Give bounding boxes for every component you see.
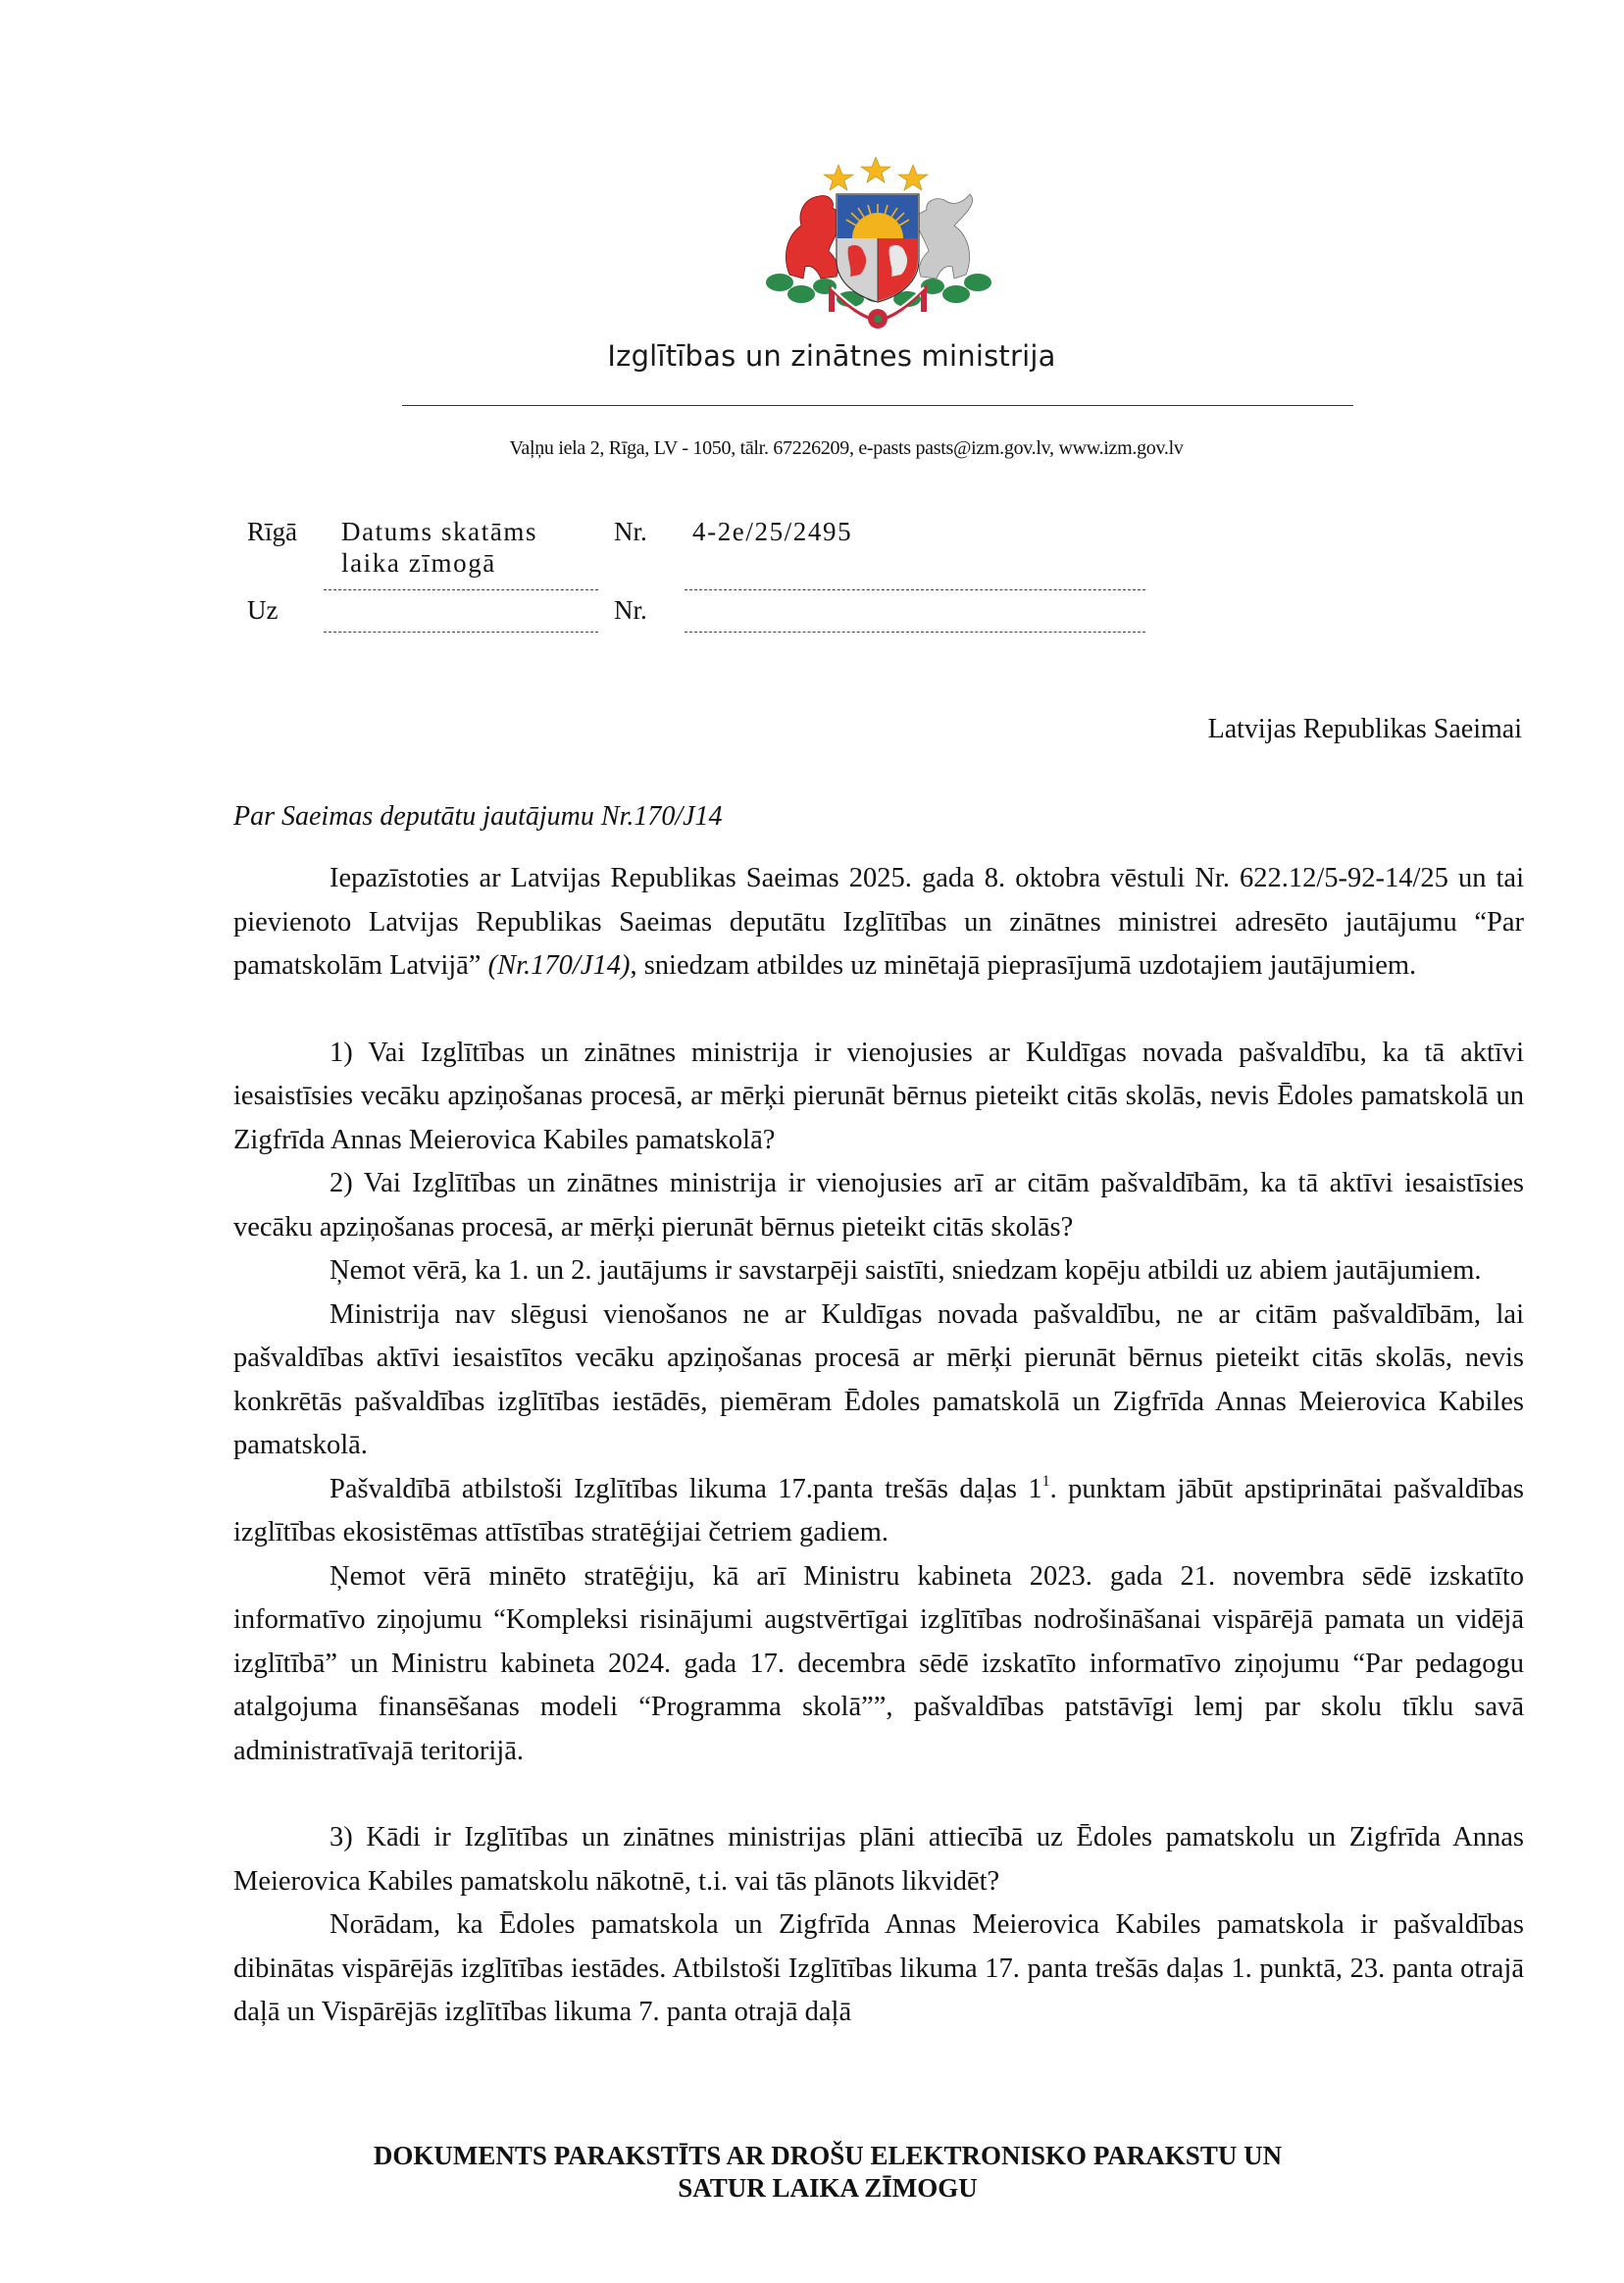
signature-notice — [0, 2140, 1624, 2205]
answer-1-2: Ministrija nav slēgusi vienošanos ne ar Kuldīgas novada pašvaldību, ne ar citām pašvaldībām, lai pašvaldības aktīvi iesaistītos vecāku apziņošanas procesā ar mērķi pierunāt bērnus pieteikt citās skolās, nevis konkrētās pašvaldības izglītības iestādēs, piemēram Ēdoles pamatskolā un Zigfrīda Annas Meierovica Kabiles pamatskolā. — [233, 1298, 1524, 1460]
number-label: Nr. — [614, 517, 647, 546]
contact-line: Vaļņu iela 2, Rīga, LV - 1050, tālr. 67226209, e-pasts pasts@izm.gov.lv, www.izm.gov.lv — [509, 437, 1184, 459]
to-date-underline — [324, 632, 598, 633]
signature-notice-line1: DOKUMENTS PARAKSTĪTS AR DROŠU ELEKTRONISKO PARAKSTU UN — [373, 2141, 1283, 2170]
question-reference: (Nr.170/J14) — [487, 950, 631, 981]
question-1: 1) Vai Izglītības un zinātnes ministrija ir vienojusies ar Kuldīgas novada pašvaldību, ka tā aktīvi iesaistīsies vecāku apziņošanas procesā, ar mērķi pierunāt bērnus pieteikt citās skolās, nevis Ēdoles pamatskolā un Zigfrīda Annas Meierovica Kabiles pamatskolā? — [233, 1037, 1524, 1155]
signature-notice-line2: SATUR LAIKA ZĪMOGU — [678, 2173, 978, 2203]
answer-1-2-note: Ņemot vērā, ka 1. un 2. jautājums ir savstarpēji saistīti, sniedzam kopēju atbildi uz abiem jautājumiem. — [330, 1255, 1482, 1286]
date-label-line2: laika zīmogā — [341, 548, 496, 578]
to-label: Uz — [247, 595, 279, 625]
ministry-name: Izglītības un zinātnes ministrija — [607, 339, 1056, 373]
question-2: 2) Vai Izglītības un zinātnes ministrija ir vienojusies arī ar citām pašvaldībām, ka tā aktīvi iesaistīsies vecāku apziņošanas procesā, ar mērķi pierunāt bērnus pieteikt citās skolās? — [233, 1168, 1524, 1243]
strategy-paragraph: Ņemot vērā minēto stratēģiju, kā arī Ministru kabineta 2023. gada 21. novembra sēdē izskatīto informatīvo ziņojumu “Kompleksi risinājumi augstvērtīgai izglītības nodrošināšanai vispārējā pamata un vidējā izglītībā” un Ministru kabineta 2024. gada 17. decembra sēdē izskatīto informatīvo ziņojumu “Par pedagogu atalgojuma finansēšanas modeli “Programma skolā””, pašvaldības patstāvīgi lemj par skolu tīklu savā administratīvajā teritorijā. — [233, 1560, 1524, 1766]
answer-3: Norādam, ka Ēdoles pamatskola un Zigfrīda Annas Meierovica Kabiles pamatskola ir pašvaldības dibinātas vispārējās izglītības iestādes. Atbilstoši Izglītības likuma 17. panta trešās daļas 1. punktā, 23. panta otrajā daļā un Vispārējās izglītības likuma 7. panta otrajā daļā — [233, 1909, 1524, 2027]
date-underline — [324, 589, 598, 590]
law-paragraph: Pašvaldībā atbilstoši Izglītības likuma 17.panta trešās daļas $1^1$. punktam jābūt apstiprinātai pašvaldības izglītības ekosistēmas attīstības stratēģijai četriem gadiem. — [233, 1472, 1525, 1547]
date-label-line1: Datums skatāms — [341, 517, 538, 546]
document-number: 4-2e/25/2495 — [692, 517, 853, 546]
to-number-underline — [685, 632, 1145, 633]
latvia-coat-of-arms-icon — [760, 157, 995, 333]
to-number-label: Nr. — [614, 595, 647, 625]
question-3: 3) Kādi ir Izglītības un zinātnes ministrijas plāni attiecībā uz Ēdoles pamatskolu un Zigfrīda Annas Meierovica Kabiles pamatskolu nākotnē, t.i. vai tās plānots likvidēt? — [233, 1822, 1524, 1897]
number-underline — [685, 589, 1145, 590]
intro-paragraph: Iepazīstoties ar Latvijas Republikas Saeimas 2025. gada 8. oktobra vēstuli Nr. 622.12/5-92-14/25 un tai pievienoto Latvijas Republikas Saeimas deputātu Izglītības un zinātnes ministrei adresēto jautājumu “Par pamatskolām Latvijā” (Nr.170/J14), sniedzam atbildes uz minētajā pieprasījumā uzdotajiem jautājumiem. — [233, 863, 1524, 981]
letter-body — [233, 857, 1524, 2035]
subject-line: Par Saeimas deputātu jautājumu Nr.170/J14 — [233, 801, 723, 832]
header-divider — [402, 405, 1353, 406]
addressee: Latvijas Republikas Saeimai — [1207, 714, 1522, 744]
place-label: Rīgā — [247, 517, 297, 546]
